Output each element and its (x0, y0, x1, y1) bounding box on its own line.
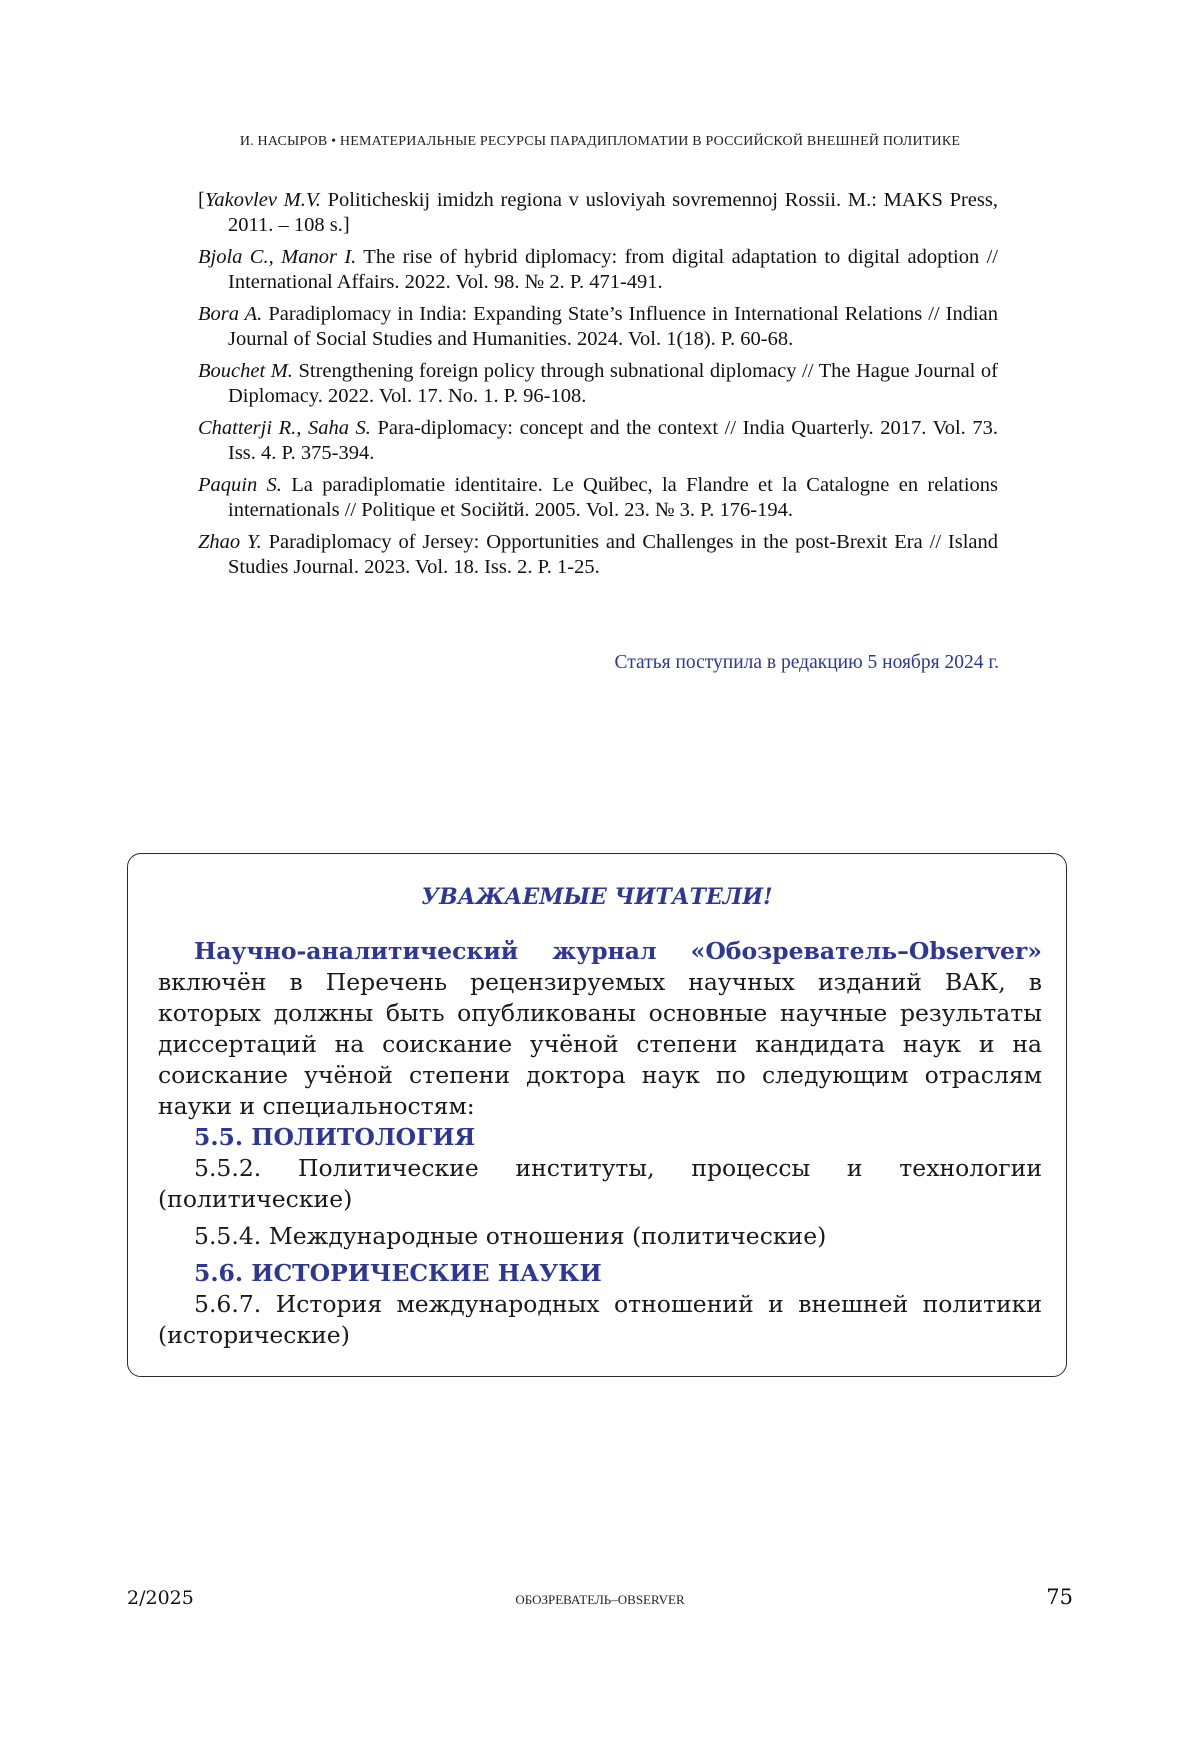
section-heading: 5.5. ПОЛИТОЛОГИЯ (194, 1123, 476, 1151)
reference-prefix: [ (198, 189, 205, 211)
notice-intro (158, 936, 1042, 1122)
page-number: 75 (1046, 1585, 1073, 1609)
reference-text: Strengthening foreign policy through subnational diplomacy // The Hague Journal of Diplomacy. 2022. Vol. 17. No. 1. P. 96-108. (228, 360, 998, 407)
reference-authors: Zhao Y. (198, 531, 262, 553)
reference-item (198, 302, 998, 351)
reference-authors: Paquin S. (198, 474, 282, 496)
reference-item (198, 359, 998, 408)
footer-journal-name: ОБОЗРЕВАТЕЛЬ–OBSERVER (515, 1592, 685, 1607)
reference-authors: Chatterji R., Saha S. (198, 417, 371, 439)
specialty-item: 5.5.2. Политические институты, процессы и технологии (политические) (158, 1154, 1042, 1213)
issue-number: 2/2025 (127, 1587, 194, 1609)
reference-text: Paradiplomacy in India: Expanding State’s Influence in International Relations // Indian Journal of Social Studies and Humanities. 2024. Vol. 1(18). P. 60-68. (228, 303, 998, 350)
reference-item (198, 245, 998, 294)
reference-item (198, 473, 998, 522)
reference-authors: Bouchet M. (198, 360, 293, 382)
journal-name: Научно-аналитический журнал «Обозреватель–Observer» (194, 937, 1042, 965)
reference-authors: Bjola C., Manor I. (198, 246, 357, 268)
reference-text: The rise of hybrid diplomacy: from digital adaptation to digital adoption // International Affairs. 2022. Vol. 98. № 2. P. 471-491. (228, 246, 999, 293)
reference-text: Para-diplomacy: concept and the context // India Quarterly. 2017. Vol. 73. Iss. 4. P. 375-394. (228, 417, 999, 464)
reference-item (198, 530, 998, 579)
reference-item (198, 188, 998, 237)
specialty-item: 5.6.7. История международных отношений и внешней политики (исторические) (158, 1290, 1042, 1349)
reference-text: Politicheskij imidzh regiona v usloviyah sovremennoj Rossii. M.: MAKS Press, 2011. – 108 s.] (228, 189, 998, 236)
notice-title: УВАЖАЕМЫЕ ЧИТАТЕЛИ! (421, 884, 773, 910)
page-footer (127, 1587, 1073, 1617)
reference-text: La paradiplomatie identitaire. Le Quйbec, la Flandre et la Catalogne en relations internationals // Politique et Sociйtй. 2005. Vol. 23. № 3. P. 176-194. (228, 474, 999, 521)
reference-authors: Yakovlev M.V. (204, 189, 321, 211)
reference-authors: Bora A. (198, 303, 263, 325)
specialty-item: 5.5.4. Международные отношения (политические) (194, 1222, 827, 1250)
reference-item (198, 416, 998, 465)
reference-text: Paradiplomacy of Jersey: Opportunities and Challenges in the post-Brexit Era // Island Studies Journal. 2023. Vol. 18. Iss. 2. P. 1-25. (228, 531, 999, 578)
running-header: И. НАСЫРОВ • НЕМАТЕРИАЛЬНЫЕ РЕСУРСЫ ПАРАДИПЛОМАТИИ В РОССИЙСКОЙ ВНЕШНЕЙ ПОЛИТИКЕ (239, 134, 961, 149)
notice-intro-text: включён в Перечень рецензируемых научных изданий ВАК, в которых должны быть опубликованы основные научные результаты диссертаций на соискание учёной степени кандидата наук и на соискание учёной степени доктора наук по следующим отраслям науки и специальностям: (158, 968, 1042, 1120)
reference-list (198, 188, 998, 587)
received-note: Статья поступила в редакцию 5 ноября 2024 г. (614, 652, 999, 673)
notice-body (158, 936, 1042, 1357)
readers-notice-box (127, 853, 1067, 1377)
section-heading: 5.6. ИСТОРИЧЕСКИЕ НАУКИ (194, 1259, 602, 1287)
